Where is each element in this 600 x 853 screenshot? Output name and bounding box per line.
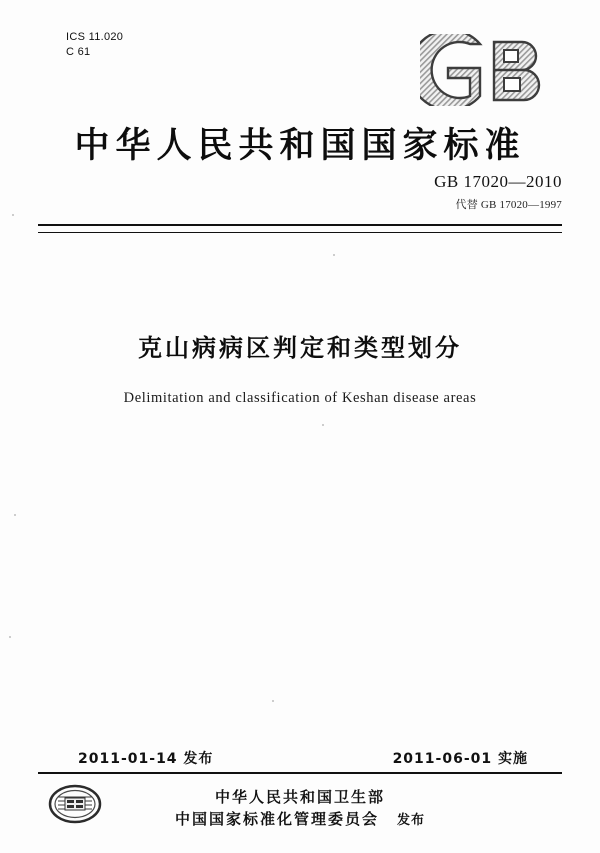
- national-standard-title: 中华人民共和国国家标准: [74, 126, 526, 166]
- publisher-block: [0, 786, 600, 832]
- scan-speck: [12, 214, 14, 216]
- footer-rule: [38, 772, 562, 774]
- ics-classification-block: [66, 30, 123, 60]
- effective-date: 2011-06-01 实施: [392, 751, 528, 767]
- publisher-line-2: 中国国家标准化管理委员会: [174, 810, 379, 828]
- publisher-line-1: 中华人民共和国卫生部: [214, 788, 385, 806]
- document-title-en: Delimitation and classification of Keshan disease areas: [123, 390, 477, 406]
- ccs-code: C 61: [66, 46, 91, 58]
- scan-speck: [9, 636, 11, 638]
- standard-number-block: [434, 172, 562, 212]
- document-title-cn: 克山病病区判定和类型划分: [138, 334, 462, 362]
- scan-speck: [272, 700, 274, 702]
- scan-speck: [14, 514, 16, 516]
- issued-by-label: 发布: [397, 813, 426, 828]
- header-rule-thick: [38, 224, 562, 226]
- issue-date: 2011-01-14 发布: [78, 751, 214, 767]
- standard-number: GB 17020—2010: [434, 172, 562, 191]
- scan-speck: [333, 254, 335, 256]
- header-rule-thin: [38, 232, 562, 233]
- gb-emblem-icon: [420, 34, 560, 106]
- ics-code: ICS 11.020: [66, 31, 124, 43]
- replaces-standard: 代替 GB 17020—1997: [455, 199, 562, 211]
- scan-speck: [322, 424, 324, 426]
